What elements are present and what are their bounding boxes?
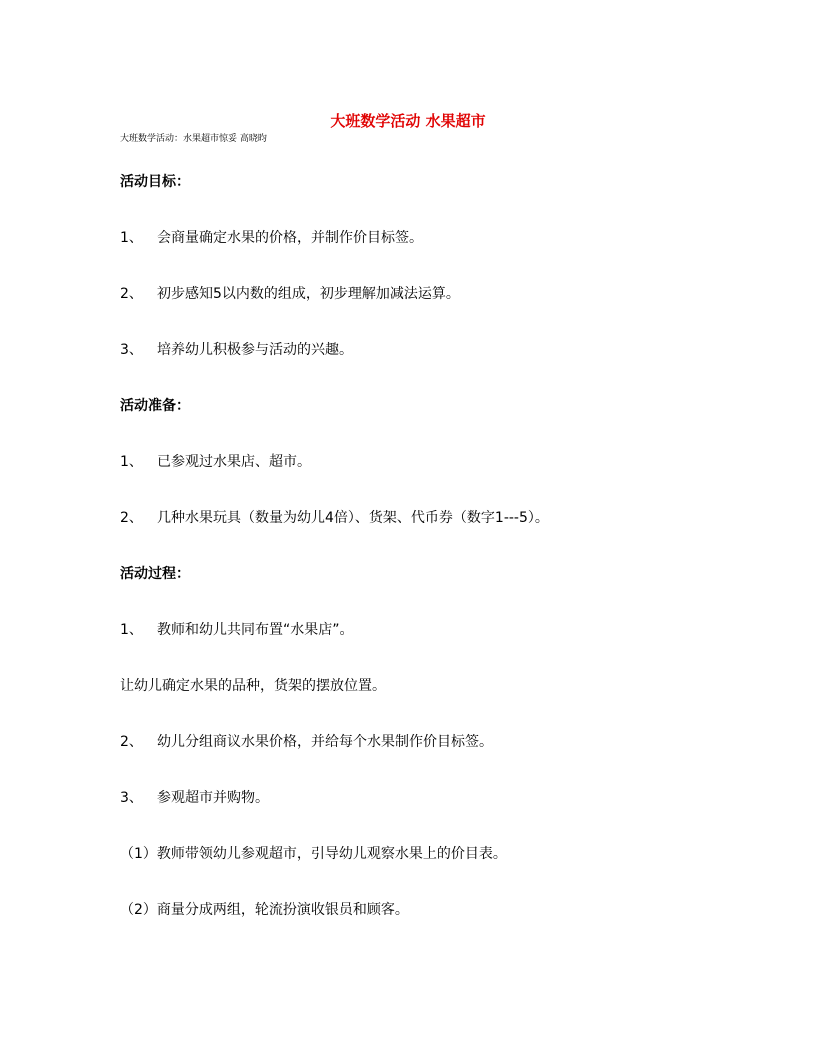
process-text: 让幼儿确定水果的品种，货架的摆放位置。 (120, 678, 386, 694)
process-text: 参观超市并购物。 (157, 790, 269, 806)
prep-item (120, 508, 549, 528)
process-item (120, 732, 493, 752)
process-item (120, 676, 386, 696)
document-title: 大班数学活动 水果超市 (330, 112, 486, 130)
goal-item (120, 228, 423, 248)
prep-text: 已参观过水果店、超市。 (157, 454, 311, 470)
prep-item (120, 452, 311, 472)
process-heading: 活动过程： (120, 566, 190, 582)
goal-item (120, 340, 353, 360)
goal-item (120, 284, 460, 304)
goal-number: 2、 (120, 286, 143, 302)
goal-text: 会商量确定水果的价格，并制作价目标签。 (157, 230, 423, 246)
process-item (120, 900, 409, 920)
process-text: 幼儿分组商议水果价格，并给每个水果制作价目标签。 (157, 734, 493, 750)
prep-heading: 活动准备： (120, 398, 190, 414)
goals-heading: 活动目标： (120, 174, 190, 190)
process-text: 教师和幼儿共同布置“水果店”。 (157, 622, 354, 638)
prep-number: 1、 (120, 454, 143, 470)
process-number: 2、 (120, 734, 143, 750)
document-subtitle: 大班数学活动：水果超市惊妥 高晓昀 (120, 134, 267, 144)
process-text: （2）商量分成两组，轮流扮演收银员和顾客。 (120, 902, 409, 918)
process-number: 3、 (120, 790, 143, 806)
process-item (120, 788, 269, 808)
goal-number: 1、 (120, 230, 143, 246)
process-text: （1）教师带领幼儿参观超市，引导幼儿观察水果上的价目表。 (120, 846, 507, 862)
goal-text: 初步感知5以内数的组成，初步理解加减法运算。 (157, 286, 460, 302)
goal-text: 培养幼儿积极参与活动的兴趣。 (157, 342, 353, 358)
prep-number: 2、 (120, 510, 143, 526)
process-item (120, 844, 507, 864)
prep-text: 几种水果玩具（数量为幼儿4倍）、货架、代币券（数字1---5）。 (157, 510, 549, 526)
process-item (120, 620, 354, 640)
process-number: 1、 (120, 622, 143, 638)
goal-number: 3、 (120, 342, 143, 358)
